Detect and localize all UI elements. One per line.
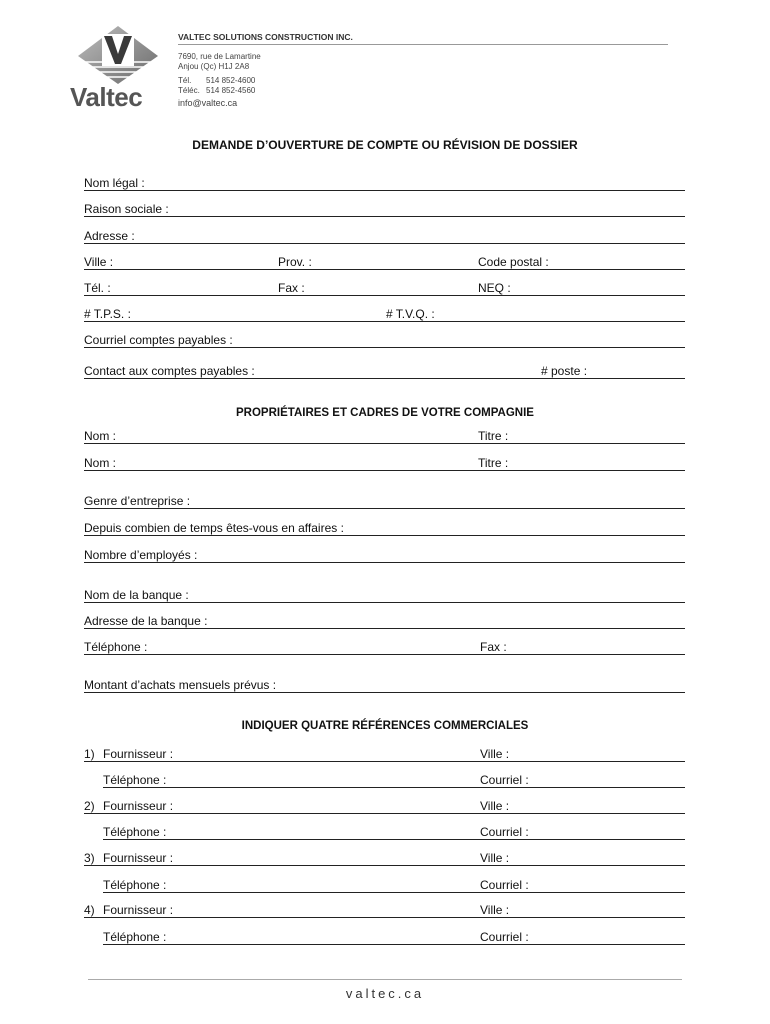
- footer-rule: [88, 979, 682, 980]
- owners-heading: PROPRIÉTAIRES ET CADRES DE VOTRE COMPAGNIE: [236, 407, 534, 419]
- ref-2-fournisseur-line[interactable]: [84, 813, 685, 814]
- ref-3-ville-label: Ville :: [480, 851, 510, 865]
- ref-1-telephone-line[interactable]: [103, 787, 685, 788]
- adresse-label: Adresse :: [84, 229, 135, 243]
- raison-sociale-line[interactable]: [84, 216, 685, 217]
- nom-legal-line[interactable]: [84, 190, 685, 191]
- fax-label: Téléc.: [178, 86, 200, 95]
- ref-1-fournisseur-label: Fournisseur :: [103, 747, 174, 761]
- tel-label: Tél. :: [84, 281, 111, 295]
- genre-line[interactable]: [84, 508, 685, 509]
- ref-4-number: 4): [84, 903, 95, 917]
- telephone-banque-line[interactable]: [84, 654, 685, 655]
- nom-legal-label: Nom légal :: [84, 176, 145, 190]
- nom-banque-label: Nom de la banque :: [84, 588, 189, 602]
- ref-3-fournisseur-label: Fournisseur :: [103, 851, 174, 865]
- owner-2-nom-label: Nom :: [84, 456, 117, 470]
- ville-label: Ville :: [84, 255, 114, 269]
- header-rule: [178, 44, 668, 45]
- telephone-banque-label: Téléphone :: [84, 640, 148, 654]
- ref-4-fournisseur-label: Fournisseur :: [103, 903, 174, 917]
- email: info@valtec.ca: [178, 98, 238, 108]
- ref-4-courriel-label: Courriel :: [480, 930, 529, 944]
- ref-4-telephone-label: Téléphone :: [103, 930, 167, 944]
- tps-label: # T.P.S. :: [84, 307, 131, 321]
- ville-line[interactable]: [84, 269, 685, 270]
- employes-line[interactable]: [84, 562, 685, 563]
- ref-3-number: 3): [84, 851, 95, 865]
- adresse-line[interactable]: [84, 243, 685, 244]
- montant-label: Montant d’achats mensuels prévus :: [84, 678, 277, 692]
- courriel-cp-line[interactable]: [84, 347, 685, 348]
- nom-banque-line[interactable]: [84, 602, 685, 603]
- valtec-logo-mark: [76, 24, 160, 86]
- adresse-banque-line[interactable]: [84, 628, 685, 629]
- tel-line[interactable]: [84, 295, 685, 296]
- code-postal-label: Code postal :: [478, 255, 549, 269]
- tps-line[interactable]: [84, 321, 685, 322]
- form-title: DEMANDE D’OUVERTURE DE COMPTE OU RÉVISION DE DOSSIER: [192, 138, 578, 152]
- ref-2-fournisseur-label: Fournisseur :: [103, 799, 174, 813]
- ref-1-telephone-label: Téléphone :: [103, 773, 167, 787]
- owner-1-line[interactable]: [84, 443, 685, 444]
- fax-value: 514 852-4560: [206, 86, 256, 95]
- references-heading: INDIQUER QUATRE RÉFÉRENCES COMMERCIALES: [241, 720, 529, 732]
- ref-1-courriel-label: Courriel :: [480, 773, 529, 787]
- ref-2-telephone-label: Téléphone :: [103, 825, 167, 839]
- adresse-banque-label: Adresse de la banque :: [84, 614, 208, 628]
- ref-2-number: 2): [84, 799, 95, 813]
- tvq-label: # T.V.Q. :: [386, 307, 435, 321]
- employes-label: Nombre d’employés :: [84, 548, 198, 562]
- prov-label: Prov. :: [278, 255, 312, 269]
- address-line2: Anjou (Qc) H1J 2A8: [178, 62, 250, 71]
- ref-4-telephone-line[interactable]: [103, 944, 685, 945]
- owner-2-line[interactable]: [84, 470, 685, 471]
- fax-label: Fax :: [278, 281, 305, 295]
- owner-1-nom-label: Nom :: [84, 429, 117, 443]
- tel-label: Tél.: [178, 76, 192, 85]
- ref-3-telephone-line[interactable]: [103, 892, 685, 893]
- genre-label: Genre d’entreprise :: [84, 494, 191, 508]
- ref-1-ville-label: Ville :: [480, 747, 510, 761]
- courriel-cp-label: Courriel comptes payables :: [84, 333, 233, 347]
- raison-sociale-label: Raison sociale :: [84, 202, 169, 216]
- logo-wordmark: Valtec: [70, 82, 143, 112]
- contact-cp-line[interactable]: [84, 378, 685, 379]
- owner-2-titre-label: Titre :: [478, 456, 509, 470]
- depuis-label: Depuis combien de temps êtes-vous en affaires :: [84, 521, 344, 535]
- ref-4-fournisseur-line[interactable]: [84, 917, 685, 918]
- ref-3-telephone-label: Téléphone :: [103, 878, 167, 892]
- owner-1-titre-label: Titre :: [478, 429, 509, 443]
- poste-label: # poste :: [541, 364, 588, 378]
- ref-4-ville-label: Ville :: [480, 903, 510, 917]
- ref-3-fournisseur-line[interactable]: [84, 865, 685, 866]
- ref-1-fournisseur-line[interactable]: [84, 761, 685, 762]
- ref-2-telephone-line[interactable]: [103, 839, 685, 840]
- montant-line[interactable]: [84, 692, 685, 693]
- footer-website[interactable]: valtec.ca: [345, 986, 425, 1001]
- address-line1: 7690, rue de Lamartine: [178, 52, 261, 61]
- neq-label: NEQ :: [478, 281, 511, 295]
- tel-value: 514 852-4600: [206, 76, 256, 85]
- fax-banque-label: Fax :: [480, 640, 507, 654]
- ref-3-courriel-label: Courriel :: [480, 878, 529, 892]
- ref-2-ville-label: Ville :: [480, 799, 510, 813]
- ref-2-courriel-label: Courriel :: [480, 825, 529, 839]
- contact-cp-label: Contact aux comptes payables :: [84, 364, 255, 378]
- depuis-line[interactable]: [84, 535, 685, 536]
- ref-1-number: 1): [84, 747, 95, 761]
- company-name: VALTEC SOLUTIONS CONSTRUCTION INC.: [178, 32, 353, 42]
